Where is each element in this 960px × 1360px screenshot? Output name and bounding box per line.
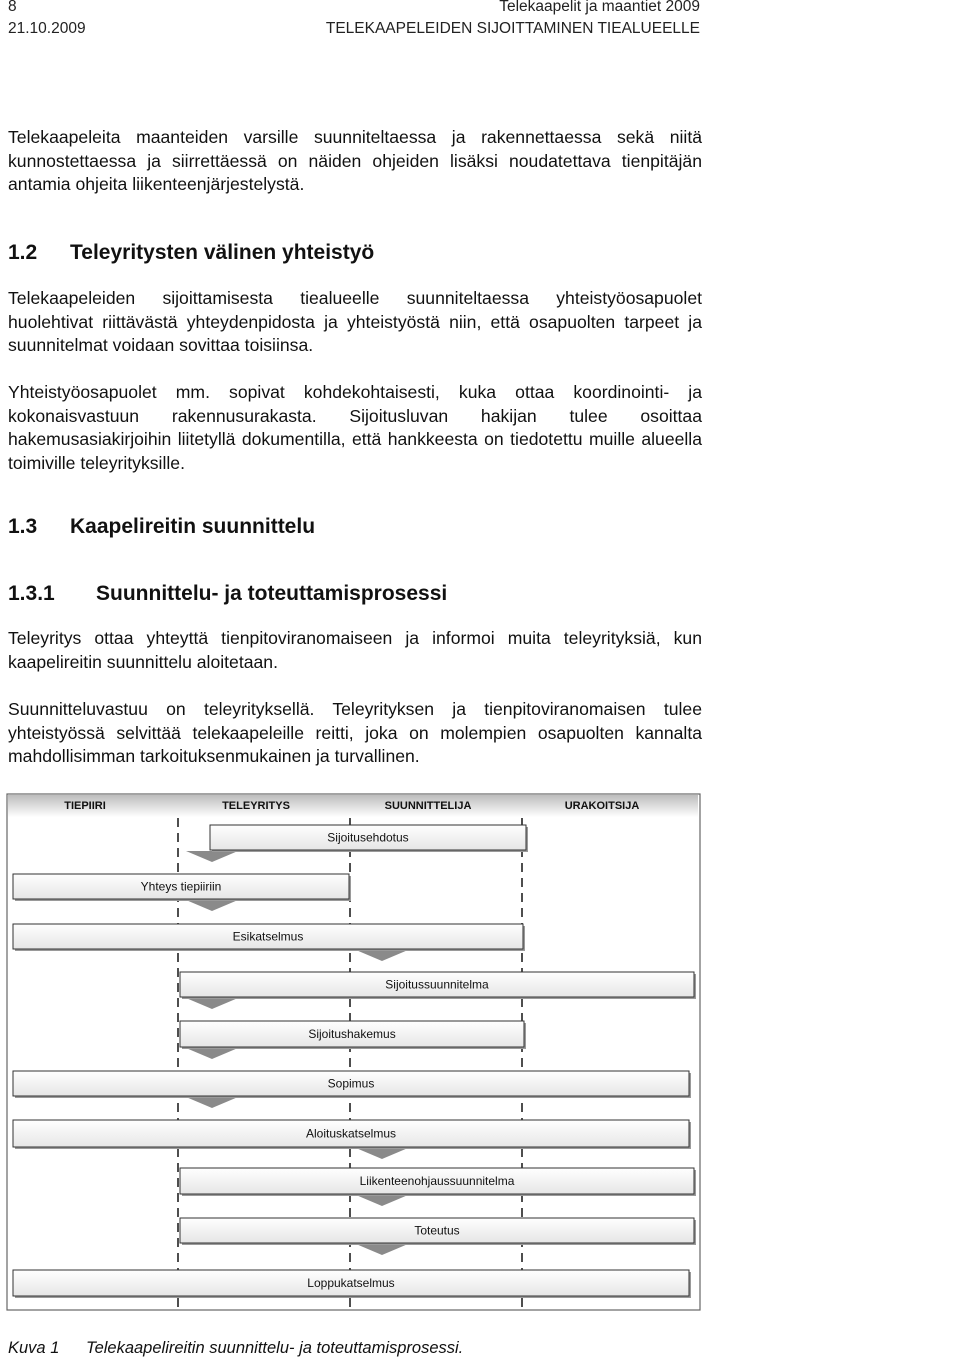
page-number: 8	[8, 0, 17, 15]
section-1-2-paragraph-1: Telekaapeleiden sijoittamisesta tiealueelle suunniteltaessa yhteistyöosapuolet huolehtivat riittävästä yhteydenpidosta ja yhteistyöstä niin, että osapuolten tarpeet ja suunnitelmat voidaan sovittaa toisiinsa.	[8, 288, 702, 356]
section-number: 1.3.1	[8, 582, 55, 605]
figure-label: Kuva 1	[8, 1339, 60, 1357]
intro-paragraph: Telekaapeleita maanteiden varsille suunniteltaessa ja rakennettaessa sekä niitä kunnostettaessa ja siirrettäessä on näiden ohjeiden lisäksi noudatettava tienpitäjän antamia ohjeita liikenteenjärjestelystä.	[8, 127, 702, 195]
section-number: 1.2	[8, 241, 38, 264]
header-date: 21.10.2009	[8, 20, 86, 37]
header-section-title: TELEKAAPELEIDEN SIJOITTAMINEN TIEALUEELLE	[325, 20, 700, 37]
section-1-3-1-paragraph-1: Teleyritys ottaa yhteyttä tienpitoviranomaiseen ja informoi muita teleyrityksiä, kun kaapelireitin suunnittelu aloitetaan.	[8, 628, 702, 672]
column-header-tiepiiri: TIEPIIRI	[64, 800, 106, 812]
process-step-esikatselmus	[13, 924, 525, 951]
step-label: Aloituskatselmus	[305, 1126, 397, 1141]
process-step-sijoitussuunnitelma	[180, 972, 696, 999]
column-header-teleyritys: TELEYRITYS	[222, 800, 290, 812]
column-header-suunnittelija: SUUNNITTELIJA	[384, 800, 472, 812]
section-title: Kaapelireitin suunnittelu	[70, 515, 316, 538]
section-title: Suunnittelu- ja toteuttamisprosessi	[96, 582, 448, 605]
column-header-urakoitsija: URAKOITSIJA	[564, 800, 640, 812]
section-1-3-1-paragraph-2: Suunnitteluvastuu on teleyrityksellä. Teleyrityksen ja tienpitoviranomaisen tulee yhteistyössä selvittää telekaapeleille reitti, joka on molempien osapuolten kannalta mahdollisimman tarkoituksenmukainen ja turvallinen.	[8, 699, 702, 767]
process-step-loppukatselmus	[13, 1270, 691, 1298]
process-step-yhteys-tiepiiriin	[13, 874, 351, 901]
step-label: Sopimus	[327, 1076, 375, 1091]
figure-caption: Telekaapelireitin suunnittelu- ja toteuttamisprosessi.	[86, 1339, 464, 1357]
process-step-sopimus	[13, 1071, 691, 1098]
section-1-2-paragraph-2: Yhteistyöosapuolet mm. sopivat kohdekohtaisesti, kuka ottaa koordinointi- ja kokonaisvastuun rakennusurakasta. Sijoitusluvan hakijan tulee osoittaa hakemusasiakirjoihin liitetyllä dokumentilla, että hankkeesta on tiedotettu muille alueella toimiville teleyrityksille.	[8, 382, 702, 474]
step-label: Loppukatselmus	[307, 1276, 395, 1290]
step-label: Liikenteenohjaussuunnitelma	[359, 1174, 515, 1188]
step-label: Toteutus	[414, 1223, 460, 1238]
document-title: Telekaapelit ja maantiet 2009	[499, 0, 700, 15]
process-step-liikenteenohjaussuunnitelma	[180, 1168, 696, 1196]
step-label: Yhteys tiepiiriin	[140, 879, 222, 894]
section-title: Teleyritysten välinen yhteistyö	[70, 241, 375, 264]
process-step-sijoitusehdotus	[210, 825, 528, 852]
process-step-toteutus	[180, 1218, 696, 1245]
section-number: 1.3	[8, 515, 38, 538]
step-label: Esikatselmus	[232, 929, 304, 944]
process-step-aloituskatselmus	[13, 1120, 691, 1149]
process-step-sijoitushakemus	[180, 1021, 526, 1049]
step-label: Sijoitusehdotus	[327, 830, 409, 845]
step-label: Sijoitushakemus	[308, 1027, 396, 1041]
step-label: Sijoitussuunnitelma	[385, 977, 489, 992]
